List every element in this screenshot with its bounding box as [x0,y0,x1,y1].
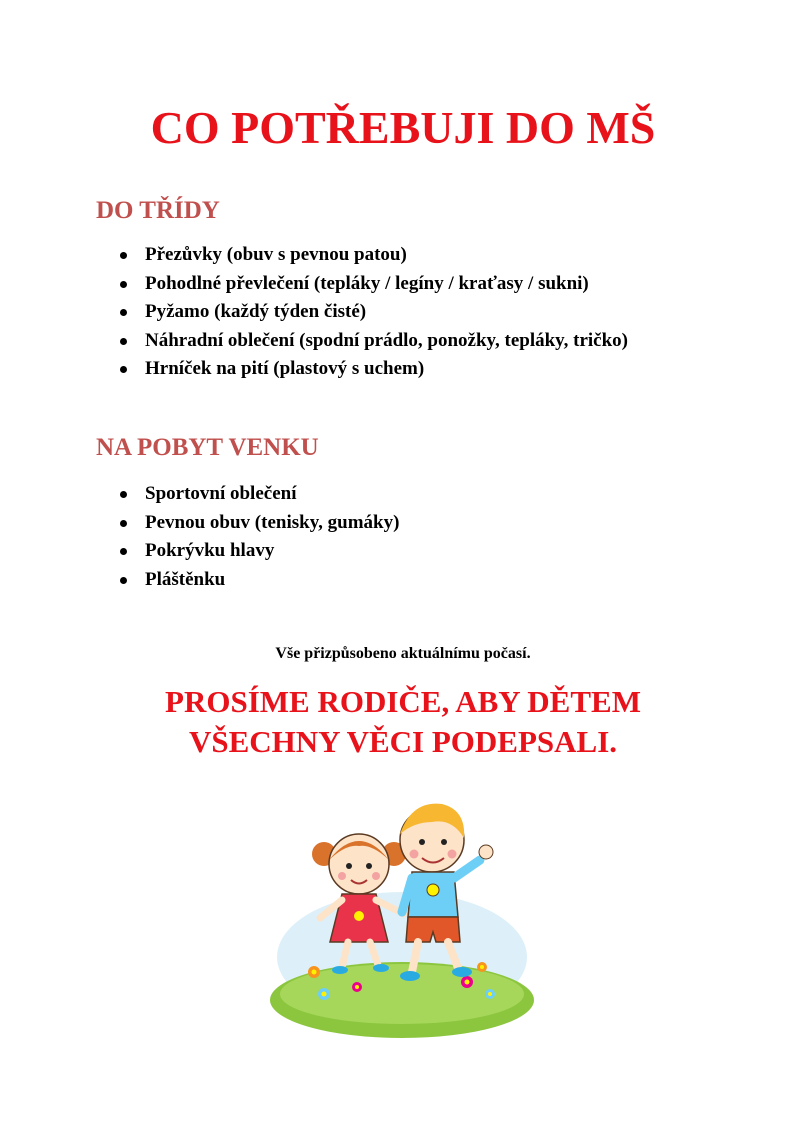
bullet-icon [120,520,127,527]
bullet-icon [120,252,127,259]
parents-appeal [0,682,806,762]
list-item: Pevnou obuv (tenisky, gumáky) [145,509,399,538]
bullet-icon [120,491,127,498]
weather-note: Vše přizpůsobeno aktuálnímu počasí. [275,645,531,662]
list-item: Pyžamo (každý týden čisté) [145,298,628,327]
classroom-items-list [145,241,628,384]
list-item: Náhradní oblečení (spodní prádlo, ponožky, tepláky, tričko) [145,327,628,356]
bullet-icon [120,309,127,316]
appeal-line-2: VŠECHNY VĚCI PODEPSALI. [188,724,618,759]
page-title: CO POTŘEBUJI DO MŠ [150,102,656,153]
bullet-icon [120,548,127,555]
bullet-icon [120,281,127,288]
list-item: Pokrývku hlavy [145,537,399,566]
appeal-line-1: PROSÍME RODIČE, ABY DĚTEM [165,684,641,719]
section-heading-classroom: DO TŘÍDY [96,197,220,224]
list-item: Přezůvky (obuv s pevnou patou) [145,241,628,270]
list-item: Pohodlné převlečení (tepláky / legíny / kraťasy / sukni) [145,270,628,299]
children-illustration [262,782,542,1042]
list-item: Hrníček na pití (plastový s uchem) [145,355,628,384]
section-heading-outdoors: NA POBYT VENKU [96,434,319,461]
outdoor-items-list [145,480,399,594]
list-item: Pláštěnku [145,566,399,595]
bullet-icon [120,577,127,584]
list-item: Sportovní oblečení [145,480,399,509]
bullet-icon [120,366,127,373]
bullet-icon [120,338,127,345]
